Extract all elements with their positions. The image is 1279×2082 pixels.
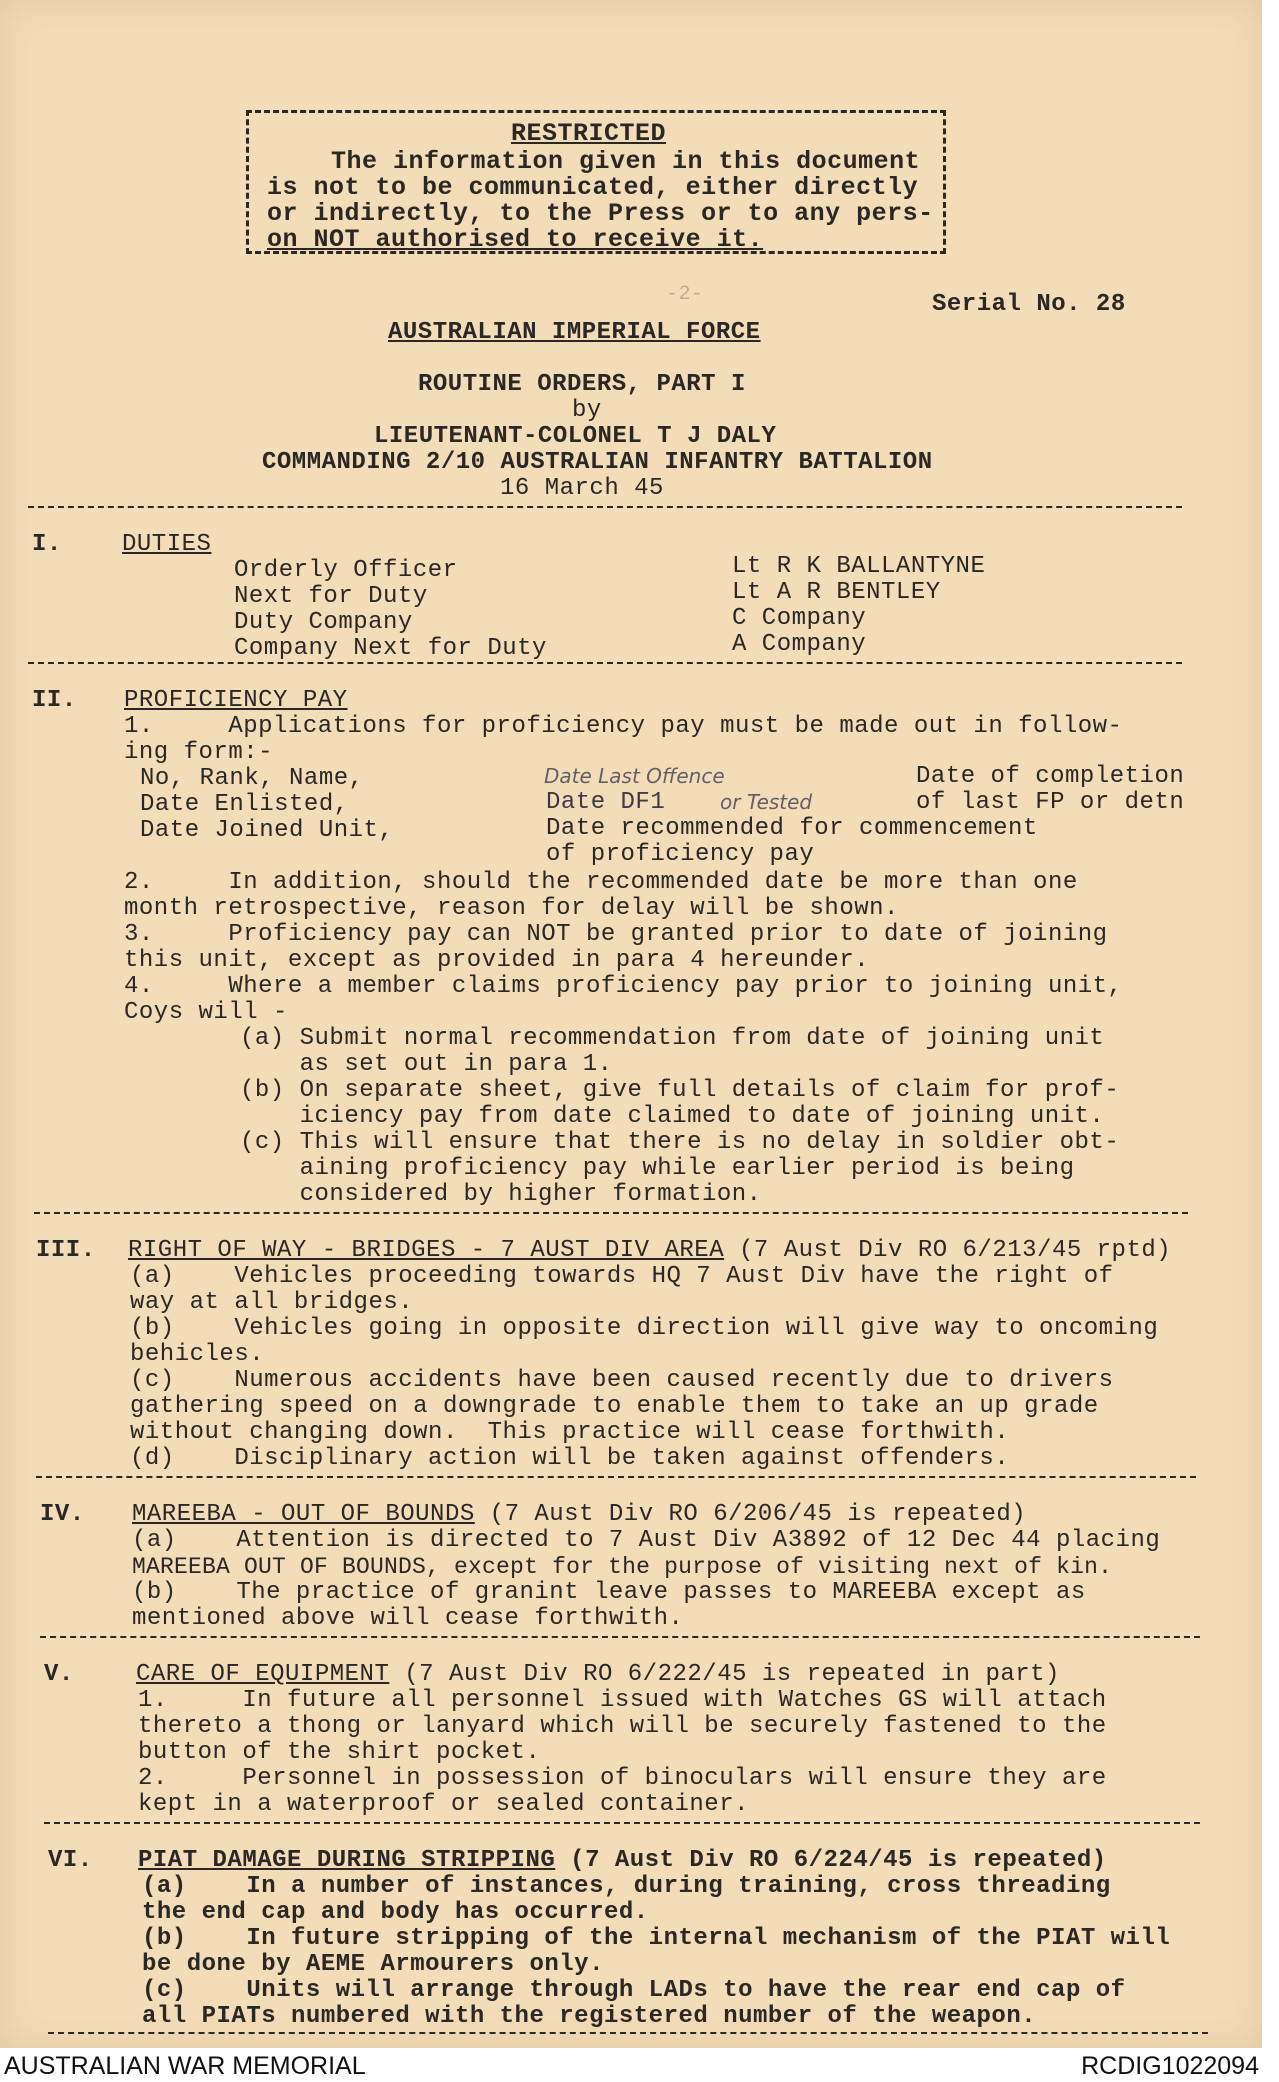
para-line: (b) Vehicles going in opposite direction will give way to oncoming [130,1315,1159,1342]
section-title: PROFICIENCY PAY [124,687,348,714]
restricted-title: RESTRICTED [511,119,667,148]
duty-name: Lt A R BENTLEY [732,579,941,606]
para-line: (a) In a number of instances, during training, cross threading [142,1873,1111,1900]
para-line: (c) Units will arrange through LADs to have the rear end cap of [142,1977,1126,2004]
form-field: of proficiency pay [546,841,815,868]
duty-role: Orderly Officer [234,557,458,584]
footer-id: RCDIG1022094 [1081,2052,1259,2080]
section-number: V. [44,1661,74,1688]
para-line: without changing down. This practice will cease forthwith. [130,1419,1010,1446]
para-line: 1. Applications for proficiency pay must be made out in follow- [124,713,1123,740]
section-title: RIGHT OF WAY - BRIDGES - 7 AUST DIV AREA [128,1237,725,1264]
form-field: of last FP or detn [916,789,1185,816]
para-line: (d) Disciplinary action will be taken against offenders. [130,1445,1010,1472]
para-line: way at all bridges. [130,1289,414,1316]
serial-number: Serial No. 28 [932,291,1126,318]
sub-para-line: (a) Submit normal recommendation from date of joining unit [240,1025,1105,1052]
duty-role: Duty Company [234,609,413,636]
para-line: ing form:- [124,739,274,766]
page-mark-bleed: -2- [666,283,704,306]
para-line: button of the shirt pocket. [138,1739,541,1766]
archive-footer [0,2048,1279,2082]
sub-para-line: aining proficiency pay while earlier period is being [240,1155,1075,1182]
section-title: DUTIES [122,531,212,558]
form-field: Date Joined Unit, [140,817,394,844]
by-line: by [572,397,602,424]
restricted-line: The information given in this document [331,147,921,176]
divider [28,662,1182,664]
para-line: kept in a waterproof or sealed container. [138,1791,749,1818]
section-number: III. [36,1237,96,1264]
restricted-line: is not to be communicated, either directly [267,173,919,202]
section-number: II. [32,687,77,714]
orders-heading: ROUTINE ORDERS, PART I [418,371,746,398]
para-line: behicles. [130,1341,265,1368]
duty-role: Company Next for Duty [234,635,547,662]
form-field: Date Enlisted, [140,791,349,818]
sub-para-line: considered by higher formation. [240,1181,762,1208]
restricted-line: or indirectly, to the Press or to any pers- [267,199,934,228]
section-number: I. [32,531,62,558]
para-line: 4. Where a member claims proficiency pay prior to joining unit, [124,973,1123,1000]
divider [36,1476,1196,1478]
section-number: IV. [40,1501,85,1528]
officer-line: LIEUTENANT-COLONEL T J DALY [374,423,777,450]
sub-para-line: (c) This will ensure that there is no delay in soldier obt- [240,1129,1120,1156]
section-title: CARE OF EQUIPMENT [136,1661,390,1688]
form-field: Date recommended for commencement [546,815,1038,842]
form-field: Date of completion [916,763,1185,790]
duty-name: Lt R K BALLANTYNE [732,553,986,580]
section-heading [128,1238,1171,1264]
section-reference: (7 Aust Div RO 6/213/45 rptd) [724,1237,1172,1264]
para-line: 2. In addition, should the recommended date be more than one [124,869,1078,896]
handwritten-insert: or Tested [720,790,813,814]
para-line: this unit, except as provided in para 4 hereunder. [124,947,870,974]
sub-para-line: iciency pay from date claimed to date of joining unit. [240,1103,1105,1130]
section-number: VI. [48,1847,93,1874]
duty-name: C Company [732,605,867,632]
duty-role: Next for Duty [234,583,428,610]
divider [40,1636,1200,1638]
order-date: 16 March 45 [500,475,664,502]
para-line: (a) Attention is directed to 7 Aust Div A3892 of 12 Dec 44 placing [132,1527,1161,1554]
restricted-line: on NOT authorised to receive it. [267,225,764,254]
duty-name: A Company [732,631,867,658]
para-line: (b) The practice of granint leave passes to MAREEBA except as [132,1579,1086,1606]
para-line: 3. Proficiency pay can NOT be granted prior to date of joining [124,921,1108,948]
para-line: (c) Numerous accidents have been caused recently due to drivers [130,1367,1114,1394]
restricted-notice-box [246,110,946,254]
section-heading [136,1662,1060,1688]
para-line: be done by AEME Armourers only. [142,1951,604,1978]
section-heading [132,1502,1026,1528]
divider [34,1212,1188,1214]
para-line: Coys will - [124,999,288,1026]
para-line: mentioned above will cease forthwith. [132,1605,684,1632]
sub-para-line: (b) On separate sheet, give full details of claim for prof- [240,1077,1120,1104]
para-line: (a) Vehicles proceeding towards HQ 7 Aust Div have the right of [130,1263,1114,1290]
section-reference: (7 Aust Div RO 6/224/45 is repeated) [555,1847,1107,1874]
handwritten-insert: Date Last Offence [544,764,725,788]
divider [44,1822,1200,1824]
section-reference: (7 Aust Div RO 6/206/45 is repeated) [474,1501,1027,1528]
section-reference: (7 Aust Div RO 6/222/45 is repeated in part) [389,1661,1060,1688]
para-line: 2. Personnel in possession of binoculars will ensure they are [138,1765,1107,1792]
form-field: Date DF1 [546,789,666,816]
divider [48,2032,1208,2034]
para-line: 1. In future all personnel issued with Watches GS will attach [138,1687,1107,1714]
para-line: thereto a thong or lanyard which will be securely fastened to the [138,1713,1107,1740]
section-title: PIAT DAMAGE DURING STRIPPING [138,1847,556,1874]
form-field: No, Rank, Name, [140,765,364,792]
para-line: MAREEBA OUT OF BOUNDS, except for the purpose of visiting next of kin. [132,1554,1113,1580]
para-line: all PIATs numbered with the registered number of the weapon. [142,2003,1037,2030]
section-title: MAREEBA - OUT OF BOUNDS [132,1501,475,1528]
para-line: the end cap and body has occurred. [142,1899,649,1926]
force-heading: AUSTRALIAN IMPERIAL FORCE [388,319,761,346]
para-line: gathering speed on a downgrade to enable them to take an up grade [130,1393,1099,1420]
command-line: COMMANDING 2/10 AUSTRALIAN INFANTRY BATTALION [262,449,933,476]
sub-para-line: as set out in para 1. [240,1051,613,1078]
footer-source: AUSTRALIAN WAR MEMORIAL [4,2052,366,2080]
para-line: (b) In future stripping of the internal mechanism of the PIAT will [142,1925,1171,1952]
para-line: month retrospective, reason for delay will be shown. [124,895,899,922]
divider [28,506,1182,508]
section-heading [138,1848,1107,1874]
